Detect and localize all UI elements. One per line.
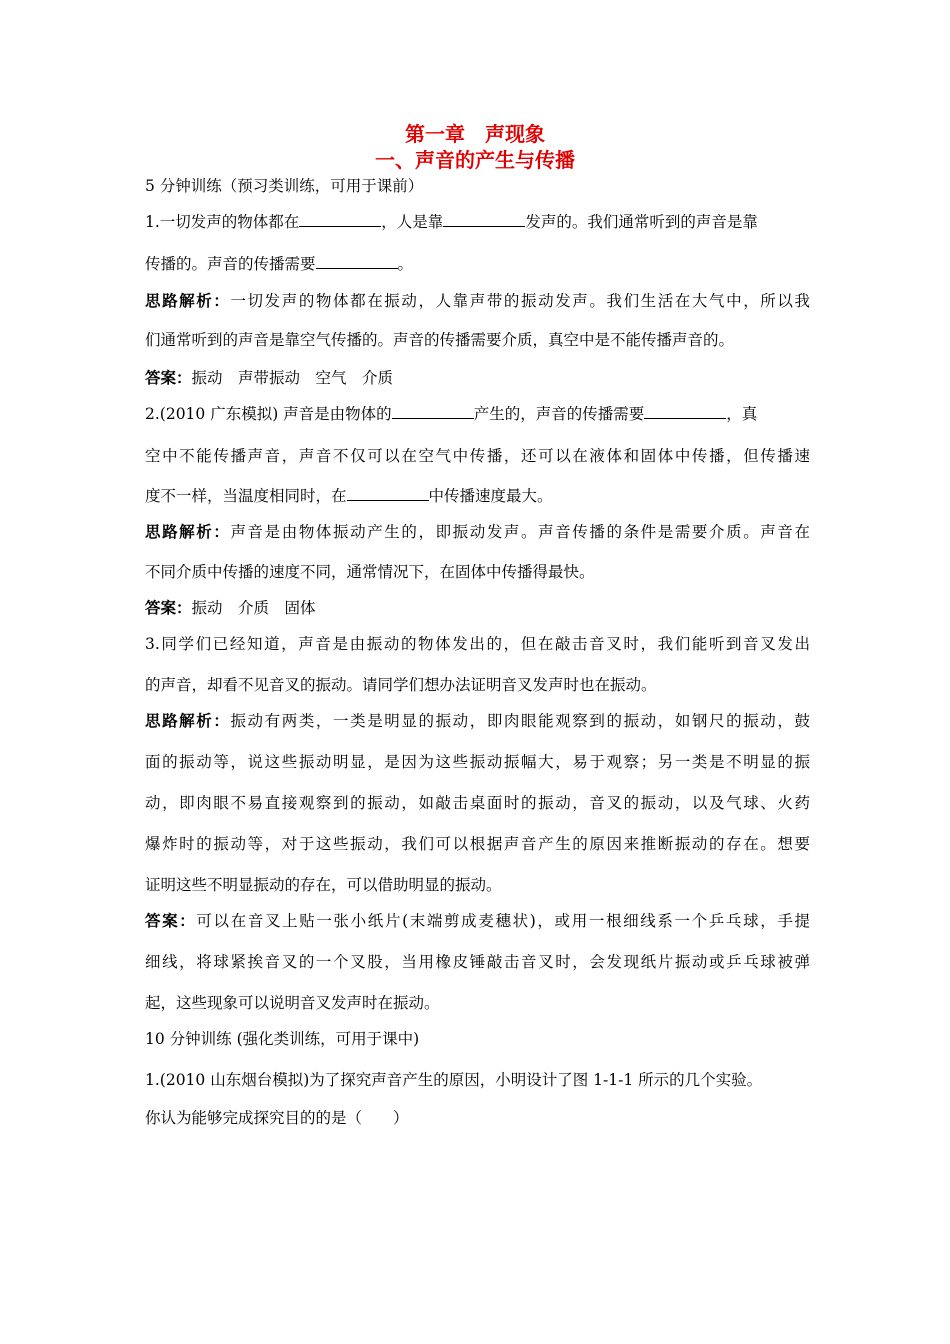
section-label-10min: 10 分钟训练 (强化类训练，可用于课中) <box>145 1030 420 1048</box>
q1-answer <box>145 367 810 389</box>
chapter-title: 第一章 声现象 <box>405 122 545 146</box>
q3-answer-line-2: 细线，将球紧挨音叉的一个叉股，当用橡皮锤敲击音叉时，会发现纸片振动或乒乓球被弹 <box>145 953 810 971</box>
q1-text-b: ，人是靠 <box>381 213 444 231</box>
q1-line-2 <box>145 253 810 275</box>
analysis-text: 振动有两类，一类是明显的振动，即肉眼能观察到的振动，如钢尺的振动，鼓 <box>230 712 810 730</box>
answer-blank <box>299 212 381 227</box>
answer-label: 答案： <box>145 599 192 617</box>
analysis-label: 思路解析： <box>145 292 231 310</box>
q1-text-d: 传播的。声音的传播需要 <box>145 255 316 273</box>
q2-line-1 <box>145 403 810 425</box>
q1-analysis-line-1 <box>145 290 810 312</box>
answer-label: 答案： <box>145 912 197 930</box>
q2-text-b: 产生的，声音的传播需要 <box>473 405 645 423</box>
q4-line-2: 你认为能够完成探究目的的是（ ） <box>145 1109 409 1127</box>
analysis-text: 声音是由物体振动产生的，即振动发声。声音传播的条件是需要介质。声音在 <box>230 523 810 541</box>
answer-label: 答案： <box>145 369 192 387</box>
q2-analysis-line-2: 不同介质中传播的速度不同，通常情况下，在固体中传播得最快。 <box>145 563 595 581</box>
q3-analysis-line-5: 证明这些不明显振动的存在，可以借助明显的振动。 <box>145 876 502 894</box>
q3-line-1: 3.同学们已经知道，声音是由振动的物体发出的，但在敲击音叉时，我们能听到音叉发出 <box>145 635 810 653</box>
q3-analysis-line-3: 动，即肉眼不易直接观察到的振动，如敲击桌面时的振动，音叉的振动，以及气球、火药 <box>145 794 810 812</box>
q2-line-3 <box>145 485 810 507</box>
q3-analysis-line-2: 面的振动等，说这些振动明显，是因为这些振动振幅大，易于观察；另一类是不明显的振 <box>145 753 810 771</box>
answer-blank <box>392 404 474 419</box>
q3-analysis-line-4: 爆炸时的振动等，对于这些振动，我们可以根据声音产生的原因来推断振动的存在。想要 <box>145 835 810 853</box>
analysis-label: 思路解析： <box>145 712 231 730</box>
analysis-label: 思路解析： <box>145 523 231 541</box>
q1-text-a: 1.一切发声的物体都在 <box>145 213 300 231</box>
q1-line-1 <box>145 211 810 233</box>
q2-analysis-line-1 <box>145 521 810 543</box>
answer-text: 可以在音叉上贴一张小纸片(末端剪成麦穗状)，或用一根细线系一个乒乓球，手提 <box>196 912 810 930</box>
q2-text-d: 度不一样，当温度相同时，在 <box>145 487 347 505</box>
answer-text: 振动 声带振动 空气 介质 <box>191 369 394 387</box>
answer-blank <box>644 404 726 419</box>
section-label-5min: 5 分钟训练（预习类训练，可用于课前） <box>145 177 424 195</box>
section-title: 一、声音的产生与传播 <box>375 148 575 172</box>
q4-line-1: 1.(2010 山东烟台模拟)为了探究声音产生的原因，小明设计了图 1-1-1 所示的几个实验。 <box>145 1071 763 1089</box>
answer-blank <box>316 254 398 269</box>
q2-text-e: 中传播速度最大。 <box>428 487 553 505</box>
q2-text-c: ，真 <box>726 405 758 423</box>
q1-analysis-line-2: 们通常听到的声音是靠空气传播的。声音的传播需要介质，真空中是不能传播声音的。 <box>145 331 735 349</box>
answer-blank <box>347 486 429 501</box>
answer-text: 振动 介质 固体 <box>191 599 316 617</box>
q3-answer-line-1 <box>145 910 810 932</box>
q3-line-2: 的声音，却看不见音叉的振动。请同学们想办法证明音叉发声时也在振动。 <box>145 676 657 694</box>
q3-analysis-line-1 <box>145 710 810 732</box>
q1-text-e: 。 <box>397 255 414 273</box>
q2-line-2: 空中不能传播声音，声音不仅可以在空气中传播，还可以在液体和固体中传播，但传播速 <box>145 447 810 465</box>
q1-text-c: 发声的。我们通常听到的声音是靠 <box>525 213 758 231</box>
q2-text-a: 2.(2010 广东模拟) 声音是由物体的 <box>145 405 392 423</box>
answer-blank <box>443 212 525 227</box>
q2-answer <box>145 597 810 619</box>
analysis-text: 一切发声的物体都在振动，人靠声带的振动发声。我们生活在大气中，所以我 <box>230 292 810 310</box>
q3-answer-line-3: 起，这些现象可以说明音叉发声时在振动。 <box>145 994 440 1012</box>
